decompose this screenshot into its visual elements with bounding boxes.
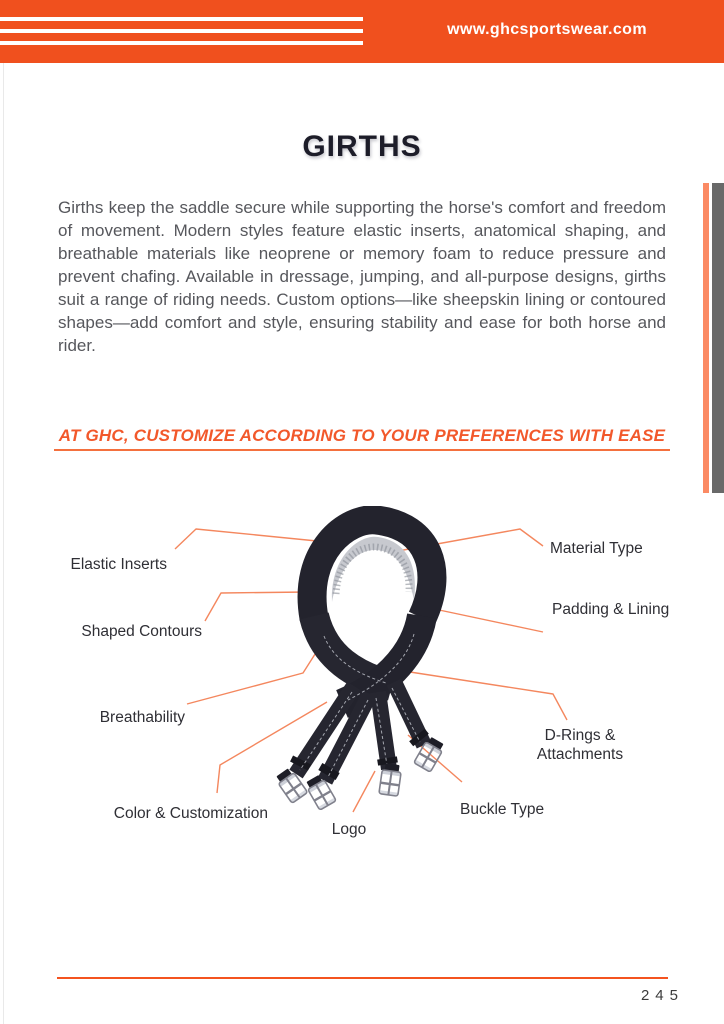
diagram-label-color-customization: Color & Customization: [113, 805, 268, 822]
keeper-2: [327, 768, 331, 775]
girth-top-loop: [312, 520, 432, 618]
header-bar: [0, 0, 724, 63]
diagram-label-logo: Logo: [331, 821, 367, 838]
tagline: AT GHC, CUSTOMIZE ACCORDING TO YOUR PREFERENCES WITH EASE: [54, 426, 670, 451]
diagram-label-shaped-contours: Shaped Contours: [81, 623, 202, 640]
footer-rule: [57, 977, 668, 979]
diagram-label-material-type: Material Type: [550, 540, 643, 557]
diagram-label-elastic-inserts: Elastic Inserts: [70, 556, 167, 573]
diagram-label-buckle-type: Buckle Type: [460, 801, 545, 818]
diagram-label-d-rings: D-Rings & Attachments: [536, 727, 624, 763]
intro-paragraph: Girths keep the saddle secure while supporting the horse's comfort and freedom of movement. Modern styles feature elastic inserts, anatomical shaping, and breathable materials like neoprene or memory foam to reduce pressure and prevent chafing. Available in dressage, jumping, and all-purpose designs, girths suit a range of riding needs. Custom options—like sheepskin lining or contoured shapes—add comfort and style, ensuring stability and ease for both horse and rider.: [58, 198, 666, 355]
girth-product-illustration: [268, 506, 473, 841]
header-stripe: [0, 17, 363, 21]
keeper-1: [299, 760, 302, 766]
strap-3: [378, 692, 389, 769]
website-url: www.ghcsportswear.com: [447, 21, 647, 38]
diagram-label-breathability: Breathability: [99, 709, 185, 726]
header-stripe: [0, 29, 363, 33]
diagram-label-padding-lining: Padding & Lining: [552, 601, 670, 618]
tagline-wrap: [0, 426, 724, 451]
girth-diagram: [0, 500, 724, 860]
page-number: 245: [640, 987, 684, 1004]
page-title: GIRTHS: [302, 130, 422, 163]
header-stripe: [0, 41, 363, 45]
